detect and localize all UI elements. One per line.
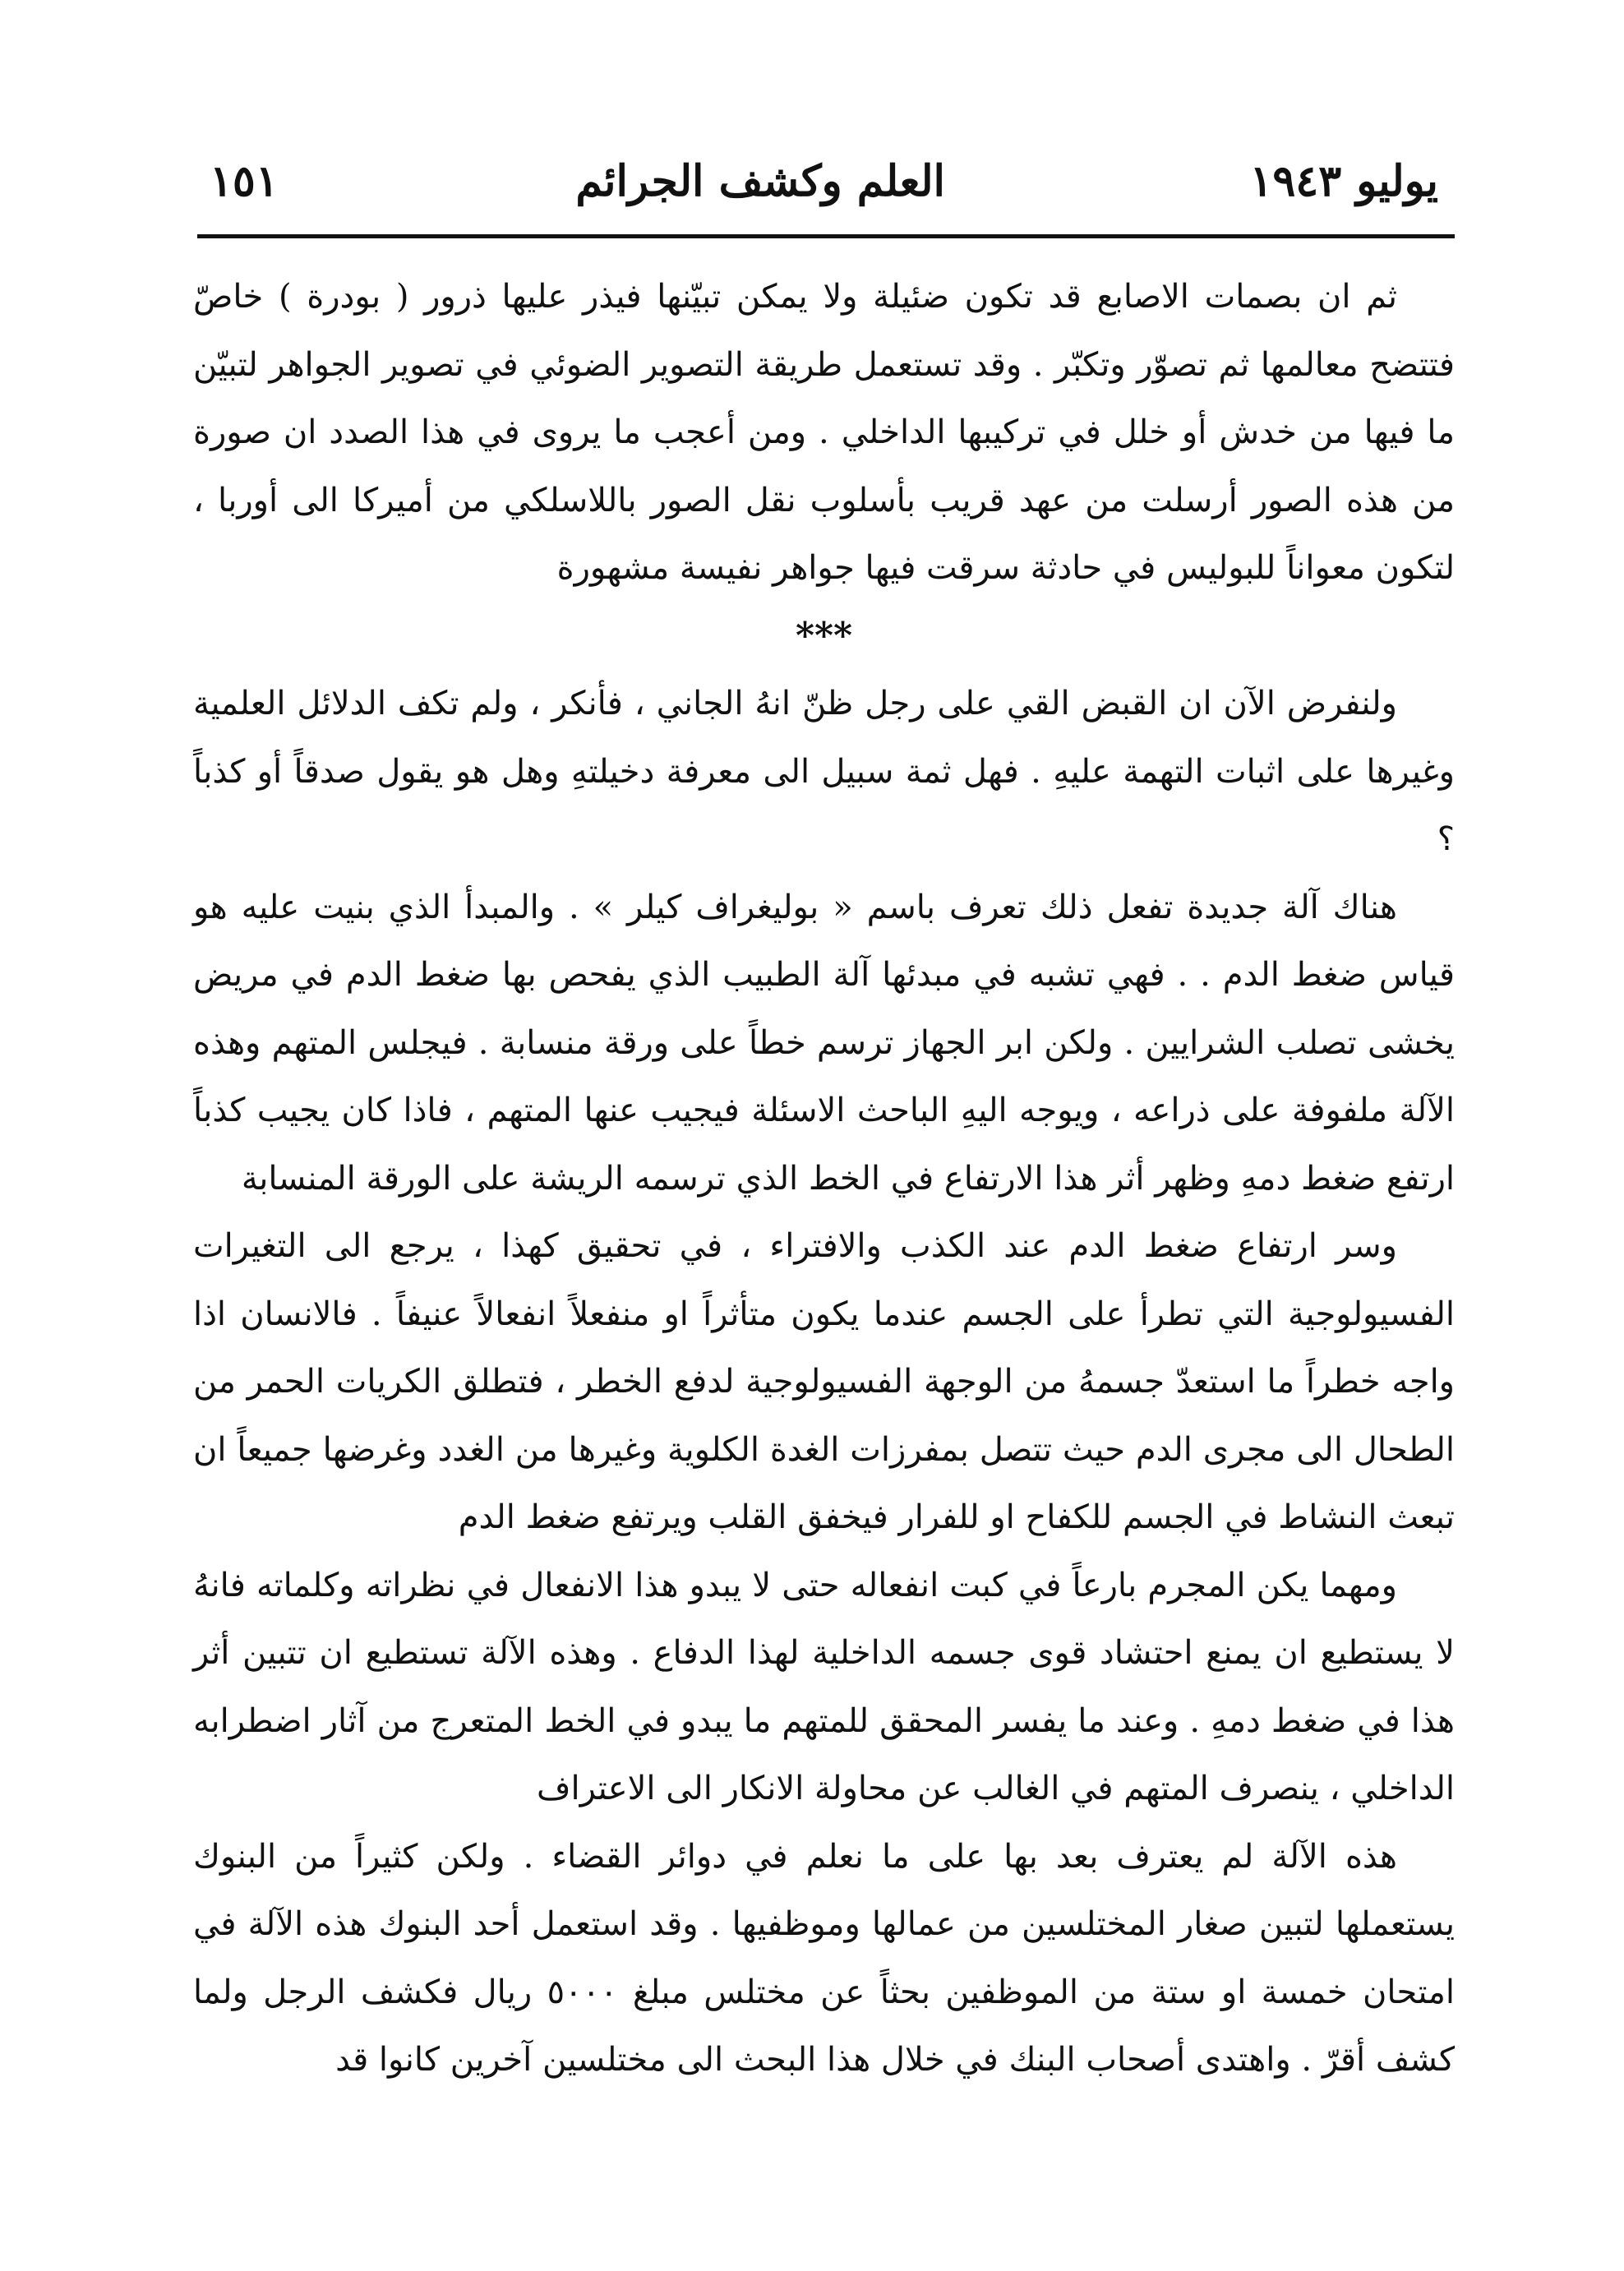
body-text [193,263,1455,2094]
paragraph-criminal: ومهما يكن المجرم بارعاً في كبت انفعاله حتى لا يبدو هذا الانفعال في نظراته وكلماته فانهُ لا يستطيع ان يمنع احتشاد قوى جسمه الداخلية لهذا الدفاع . وهذه الآلة تستطيع ان تتبين أثر هذا في ضغط دمهِ . وعند ما يفسر المحقق للمتهم ما يبدو في الخط المتعرج من آثار اضطرابه الداخلي ، ينصرف المتهم في الغالب عن محاولة الانكار الى الاعتراف [193,1566,1455,1807]
paragraph-suspect: ولنفرض الآن ان القبض القي على رجل ظنّ انهُ الجاني ، فأنكر ، ولم تكف الدلائل العلمية وغيرها على اثبات التهمة عليهِ . فهل ثمة سبيل الى معرفة دخيلتهِ وهل هو يقول صدقاً أو كذباً ؟ [193,685,1455,858]
header-date: يوليو ١٩٤٣ [1249,156,1438,206]
page-number: ١٥١ [210,156,279,206]
section-separator: *** [795,614,853,657]
header-title: العلم وكشف الجرائم [575,156,945,206]
paragraph-polygraph: هناك آلة جديدة تفعل ذلك تعرف باسم « بوليغراف كيلر » . والمبدأ الذي بنيت عليه هو قياس ضغط الدم . . فهي تشبه في مبدئها آلة الطبيب الذي يفحص بها ضغط الدم في مريض يخشى تصلب الشرايين . ولكن ابر الجهاز ترسم خطاً على ورقة منسابة . فيجلس المتهم وهذه الآلة ملفوفة على ذراعه ، ويوجه اليهِ الباحث الاسئلة فيجيب عنها المتهم ، فاذا كان يجيب كذباً ارتفع ضغط دمهِ وظهر أثر هذا الارتفاع في الخط الذي ترسمه الريشة على الورقة المنسابة [193,888,1455,1198]
paragraph-banks: هذه الآلة لم يعترف بعد بها على ما نعلم في دوائر القضاء . ولكن كثيراً من البنوك يستعملها لتبين صغار المختلسين من عمالها وموظفيها . وقد استعمل أحد البنوك هذه الآلة في امتحان خمسة او ستة من الموظفين بحثاً عن مختلس مبلغ ٥٠٠٠ ريال فكشف الرجل ولما كشف أقرّ . واهتدى أصحاب البنك في خلال هذا البحث الى مختلسين آخرين كانوا قد [193,1837,1455,2079]
page-header [193,148,1455,222]
paragraph-blood-pressure: وسر ارتفاع ضغط الدم عند الكذب والافتراء ، في تحقيق كهذا ، يرجع الى التغيرات الفسيولوجية التي تطرأ على الجسم عندما يكون متأثراً او منفعلاً انفعالاً عنيفاً . فالانسان اذا واجه خطراً ما استعدّ جسمهُ من الوجهة الفسيولوجية لدفع الخطر ، فتطلق الكريات الحمر من الطحال الى مجرى الدم حيث تتصل بمفرزات الغدة الكلوية وغيرها من الغدد وغرضها جميعاً ان تبعث النشاط في الجسم للكفاح او للفرار فيخفق القلب ويرتفع ضغط الدم [193,1227,1456,1536]
paragraph-fingerprints: ثم ان بصمات الاصابع قد تكون ضئيلة ولا يمكن تبيّنها فيذر عليها ذرور ( بودرة ) خاصّ فتتضح معالمها ثم تصوّر وتكبّر . وقد تستعمل طريقة التصوير الضوئي في تصوير الجواهر لتبيّن ما فيها من خدش أو خلل في تركيبها الداخلي . ومن أعجب ما يروى في هذا الصدد ان صورة من هذه الصور أرسلت من عهد قريب بأسلوب نقل الصور باللاسلكي من أميركا الى أوربا ، لتكون معواناً للبوليس في حادثة سرقت فيها جواهر نفيسة مشهورة [193,278,1456,587]
header-rule [197,234,1455,238]
